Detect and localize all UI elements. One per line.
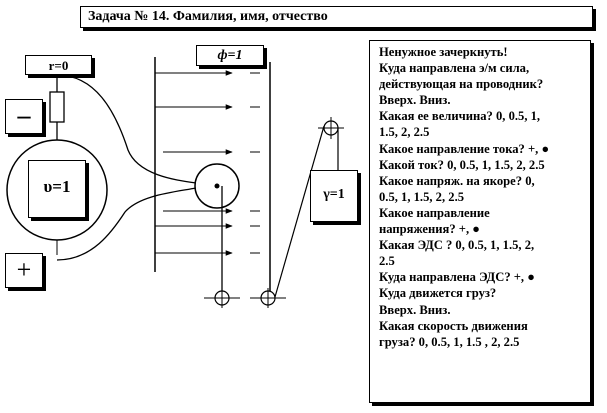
voltage-label: υ=1: [43, 177, 71, 196]
task-title-box: [80, 6, 593, 28]
question-line: 1.5, 2, 2.5: [379, 125, 430, 140]
question-line: Какая ЭДС ? 0, 0.5, 1, 1.5, 2,: [379, 238, 535, 253]
load-weight-box: [310, 170, 358, 222]
question-line: Куда движется груз?: [379, 286, 497, 301]
voltage-label-box: [28, 160, 86, 218]
question-line: 2.5: [379, 254, 395, 269]
minus-terminal-box: [5, 99, 43, 134]
question-line: Ненужное зачеркнуть!: [379, 45, 508, 59]
resistor-icon: [50, 92, 64, 122]
question-line: Какой ток? 0, 0.5, 1, 1.5, 2, 2.5: [379, 157, 545, 172]
questions-panel: [369, 40, 591, 403]
question-line: Какое напряж. на якоре? 0,: [379, 173, 535, 188]
question-line: Вверх. Вниз.: [379, 302, 451, 317]
question-line: Какая ее величина? 0, 0.5, 1,: [379, 109, 541, 124]
plus-terminal-label: +: [16, 255, 32, 284]
question-line: Вверх. Вниз.: [379, 93, 451, 108]
question-line: Какая скорость движения: [379, 318, 528, 333]
plus-terminal-box: [5, 253, 43, 288]
task-title: Задача № 14. Фамилия, имя, отчество: [88, 9, 328, 24]
field-line-dashes: [250, 73, 260, 253]
question-line: груза? 0, 0.5, 1, 1.5 , 2, 2.5: [379, 334, 520, 349]
resistance-label: r=0: [48, 58, 69, 73]
question-line: Куда направлена ЭДС? +, ●: [379, 270, 535, 285]
flux-label-box: [196, 45, 264, 66]
magnetic-field-arrows: [155, 73, 232, 253]
load-weight-label: γ=1: [323, 187, 345, 202]
question-line: 0.5, 1, 1.5, 2, 2.5: [379, 189, 465, 204]
question-line: Какое направление: [379, 205, 490, 220]
flux-label: ф=1: [217, 48, 243, 63]
conductor-dot: [215, 184, 220, 189]
question-line: Куда направлена э/м сила,: [379, 61, 530, 76]
question-line: действующая на проводник?: [379, 77, 544, 92]
minus-terminal-label: –: [17, 101, 31, 130]
question-line: напряжения? +, ●: [379, 222, 480, 237]
resistance-label-box: [25, 55, 92, 75]
question-line: Какое направление тока? +, ●: [379, 141, 550, 156]
